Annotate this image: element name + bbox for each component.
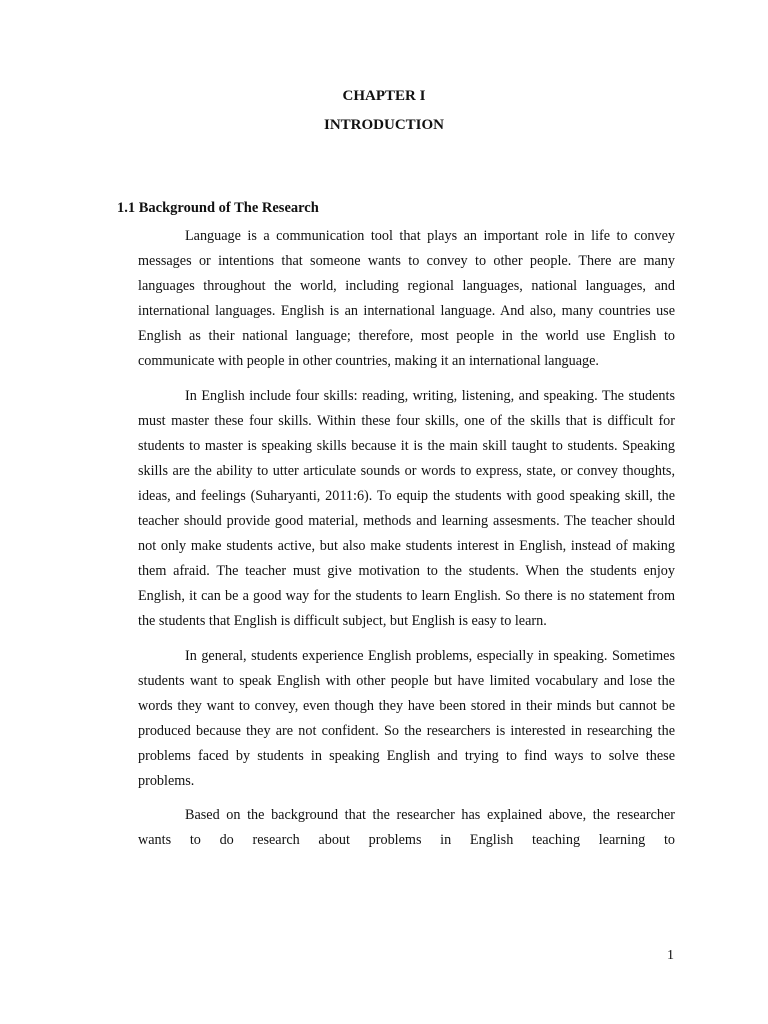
section-heading: 1.1 Background of The Research xyxy=(117,200,319,216)
paragraph: Based on the background that the researcher has explained above, the researcher wants to do research about problems in English teaching learning to xyxy=(138,807,675,849)
body-text xyxy=(138,224,675,862)
paragraph: Language is a communication tool that plays an important role in life to convey messages or intentions that someone wants to convey to other people. There are many languages throughout the world, including regional languages, national languages, and international languages. English is an international language. And also, many countries use English as their national language; therefore, most people in the world use English to communicate with people in other countries, making it an international language. xyxy=(138,228,675,370)
chapter-subtitle: INTRODUCTION xyxy=(323,117,444,133)
chapter-title: CHAPTER I xyxy=(342,88,426,104)
paragraph: In English include four skills: reading, writing, listening, and speaking. The students must master these four skills. Within these four skills, one of the skills that is difficult for students to master is speaking skills because it is the main skill taught to students. Speaking skills are the ability to utter articulate sounds or words to express, state, or convey thoughts, ideas, and feelings (Suharyanti, 2011:6). To equip the students with good speaking skill, the teacher should provide good material, methods and learning assesments. The teacher should not only make students active, but also make students interest in English, instead of making them afraid. The teacher must give motivation to the students. When the students enjoy English, it can be a good way for the students to learn English. So there is no statement from the students that English is difficult subject, but English is easy to learn. xyxy=(138,387,675,630)
paragraph: In general, students experience English problems, especially in speaking. Sometimes students want to speak English with other people but have limited vocabulary and lose the words they want to convey, even though they have been stored in their minds but cannot be produced because they are not confident. So the researchers is interested in researching the problems faced by students in speaking English and trying to find ways to solve these problems. xyxy=(138,647,675,789)
page-number: 1 xyxy=(667,948,674,963)
